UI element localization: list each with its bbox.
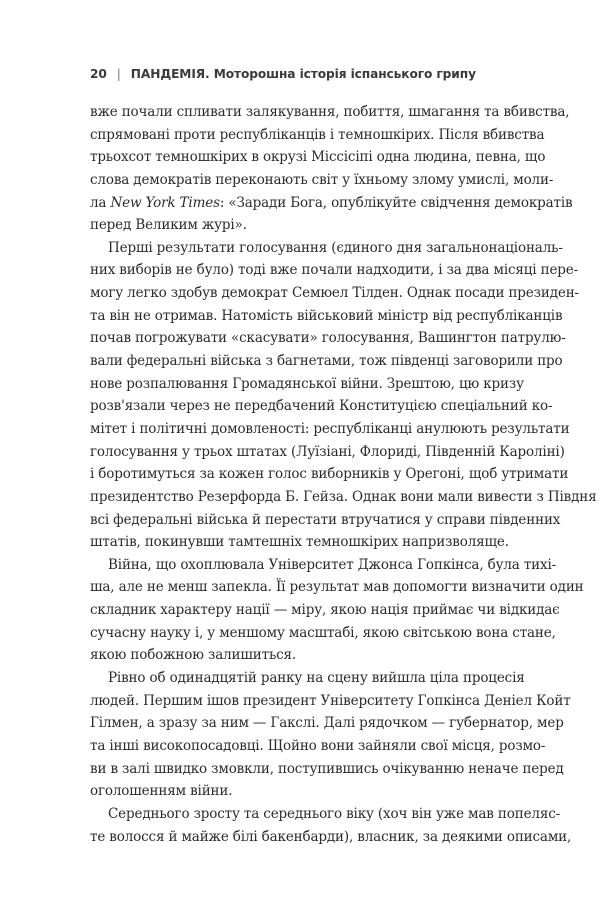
- text-line: могу легко здобув демократ Семюел Тілден. Однак посади президен-: [90, 285, 579, 302]
- text-line: Середнього зросту та середнього віку (хоч він уже мав попеляс-: [108, 805, 561, 822]
- text-line: складник характеру нації — міру, якою нація приймає чи відкидає: [90, 602, 560, 619]
- newspaper-title: New York Times: [110, 194, 220, 211]
- text-line: сучасну науку і, у меншому масштабі, якою світською вона стане,: [90, 624, 556, 641]
- text-line: те волосся й майже білі бакенбарди), власник, за деякими описами,: [90, 828, 572, 845]
- text-line: Гілмен, а зразу за ним — Гакслі. Далі рядочком — губернатор, мер: [90, 715, 564, 732]
- text-line: Перші результати голосування (єдиного дня загальнонаціональ-: [108, 239, 563, 256]
- text-line: якою побожною залишиться.: [90, 647, 297, 664]
- text-line: мітет і політичні домовленості: республіканці анулюють результати: [90, 420, 570, 437]
- text-line: вже почали спливати залякування, побиття, шмагання та вбивства,: [90, 104, 570, 120]
- header-separator: |: [116, 67, 121, 81]
- text-line: вали федеральні війська з багнетами, тож південці заговорили про: [90, 353, 563, 370]
- paragraph: [90, 101, 573, 237]
- page-number: 20: [90, 67, 107, 81]
- text-line: слова демократів переконають світ у їхньому злому умислі, моли-: [90, 171, 554, 188]
- text-line: [90, 192, 573, 215]
- text-line: та він не отримав. Натомість військовий міністр від республіканців: [90, 307, 563, 324]
- text-line: Війна, що охоплювала Університет Джонса Гопкінса, була тихі-: [108, 556, 557, 573]
- text-line: розв'язали через не передбачений Конституцією спеціальний ко-: [90, 398, 553, 415]
- text-line: Рівно об одинадцятій ранку на сцену вийшла ціла процесія: [108, 670, 525, 687]
- paragraph: [90, 667, 571, 803]
- text-segment: : «Заради Бога, опублікуйте свідчення демократів: [219, 194, 573, 211]
- text-line: ша, але не менш запекла. Її результат мав допомогти визначити один: [90, 579, 584, 596]
- text-line: трьохсот темношкірих в окрузі Міссісіпі одна людина, певна, що: [90, 149, 546, 166]
- text-line: голосування у трьох штатах (Луїзіані, Флориді, Південній Кароліні): [90, 443, 565, 460]
- paragraph: [90, 237, 597, 554]
- paragraph: [90, 554, 584, 667]
- text-line: оголошенням війни.: [90, 783, 233, 800]
- text-line: всі федеральні війська й перестати втручатися у справи південних: [90, 511, 561, 528]
- text-line: президентство Резерфорда Б. Гейза. Однак вони мали вивести з Півдня: [90, 488, 597, 505]
- text-line: спрямовані проти республіканців і темношкірих. Після вбивства: [90, 126, 545, 143]
- text-line: штатів, покинувши тамтешніх темношкірих напризволяще.: [90, 534, 509, 551]
- text-line: нове розпалювання Громадянської війни. Зрештою, цю кризу: [90, 375, 524, 392]
- text-segment: ла: [90, 194, 111, 211]
- body-text: [90, 101, 597, 848]
- text-line: ви в залі швидко змовкли, поступившись очікуванню неначе перед: [90, 760, 564, 777]
- text-line: них виборів не було) тоді вже почали надходити, і за два місяці пере-: [90, 262, 579, 279]
- text-line: та інші високопосадовці. Щойно вони зайняли свої місця, розмо-: [90, 737, 546, 754]
- book-title: ПАНДЕМІЯ. Моторошна історія іспанського грипу: [130, 67, 476, 81]
- text-line: почав погрожувати «скасувати» голосування, Вашингтон патрулю-: [90, 330, 566, 347]
- text-line: перед Великим журі».: [90, 217, 247, 234]
- paragraph: [90, 803, 572, 848]
- text-line: людей. Першим ішов президент Університету Гопкінса Деніел Койт: [90, 692, 571, 709]
- text-line: і боротимуться за кожен голос виборників у Орегоні, щоб утримати: [90, 466, 569, 483]
- running-head: [90, 64, 510, 84]
